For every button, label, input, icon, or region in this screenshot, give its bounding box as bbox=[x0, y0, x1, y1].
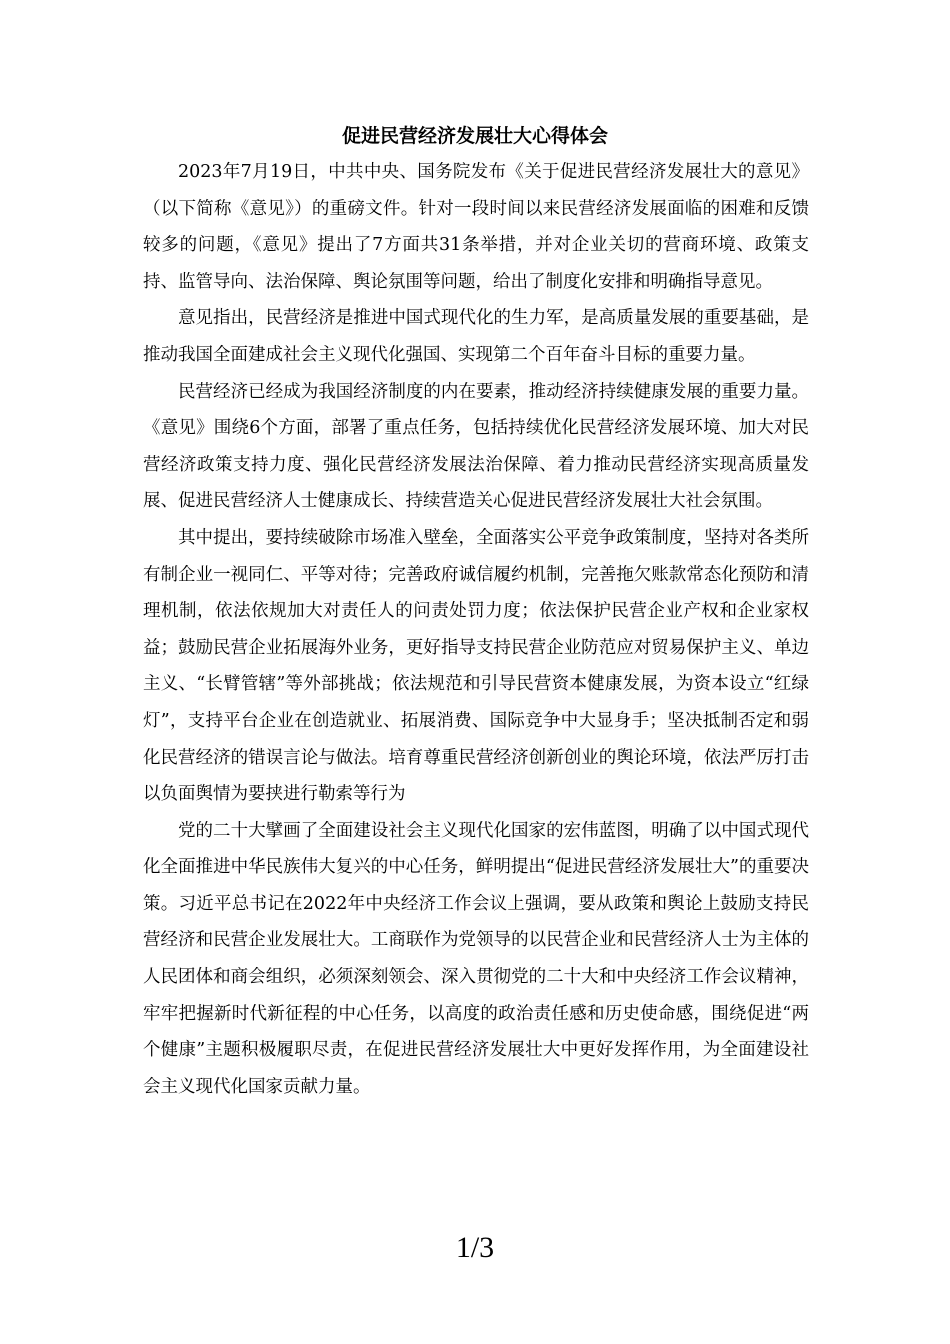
paragraph: 其中提出，要持续破除市场准入壁垒，全面落实公平竞争政策制度，坚持对各类所有制企业一视同仁、平等对待；完善政府诚信履约机制，完善拖欠账款常态化预防和清理机制，依法依规加大对责任人的问责处罚力度；依法保护民营企业产权和企业家权益；鼓励民营企业拓展海外业务，更好指导支持民营企业防范应对贸易保护主义、单边主义、“长臂管辖”等外部挑战；依法规范和引导民营资本健康发展，为资本设立“红绿灯”，支持平台企业在创造就业、拓展消费、国际竞争中大显身手；坚决抵制否定和弱化民营经济的错误言论与做法。培育尊重民营经济创新创业的舆论环境，依法严厉打击以负面舆情为要挟进行勒索等行为 bbox=[143, 527, 809, 805]
document-body bbox=[143, 154, 809, 1105]
document-title: 促进民营经济发展壮大心得体会 bbox=[341, 125, 608, 147]
page-number: 1/3 bbox=[455, 1231, 495, 1264]
paragraph: 意见指出，民营经济是推进中国式现代化的生力军，是高质量发展的重要基础，是推动我国全面建成社会主义现代化强国、实现第二个百年奋斗目标的重要力量。 bbox=[143, 308, 809, 365]
paragraph: 民营经济已经成为我国经济制度的内在要素，推动经济持续健康发展的重要力量。《意见》围绕6个方面，部署了重点任务，包括持续优化民营经济发展环境、加大对民营经济政策支持力度、强化民营经济发展法治保障、着力推动民营经济实现高质量发展、促进民营经济人士健康成长、持续营造关心促进民营经济发展壮大社会氛围。 bbox=[143, 381, 809, 512]
paragraph: 2023年7月19日，中共中央、国务院发布《关于促进民营经济发展壮大的意见》（以下简称《意见》）的重磅文件。针对一段时间以来民营经济发展面临的困难和反馈较多的问题，《意见》提出了7方面共31条举措，并对企业关切的营商环境、政策支持、监管导向、法治保障、舆论氛围等问题，给出了制度化安排和明确指导意见。 bbox=[143, 162, 809, 292]
paragraph: 党的二十大擘画了全面建设社会主义现代化国家的宏伟蓝图，明确了以中国式现代化全面推进中华民族伟大复兴的中心任务，鲜明提出“促进民营经济发展壮大”的重要决策。习近平总书记在2022年中央经济工作会议上强调，要从政策和舆论上鼓励支持民营经济和民营企业发展壮大。工商联作为党领导的以民营企业和民营经济人士为主体的人民团体和商会组织，必须深刻领会、深入贯彻党的二十大和中央经济工作会议精神，牢牢把握新时代新征程的中心任务，以高度的政治责任感和历史使命感，围绕促进“两个健康”主题积极履职尽责，在促进民营经济发展壮大中更好发挥作用，为全面建设社会主义现代化国家贡献力量。 bbox=[143, 820, 809, 1097]
